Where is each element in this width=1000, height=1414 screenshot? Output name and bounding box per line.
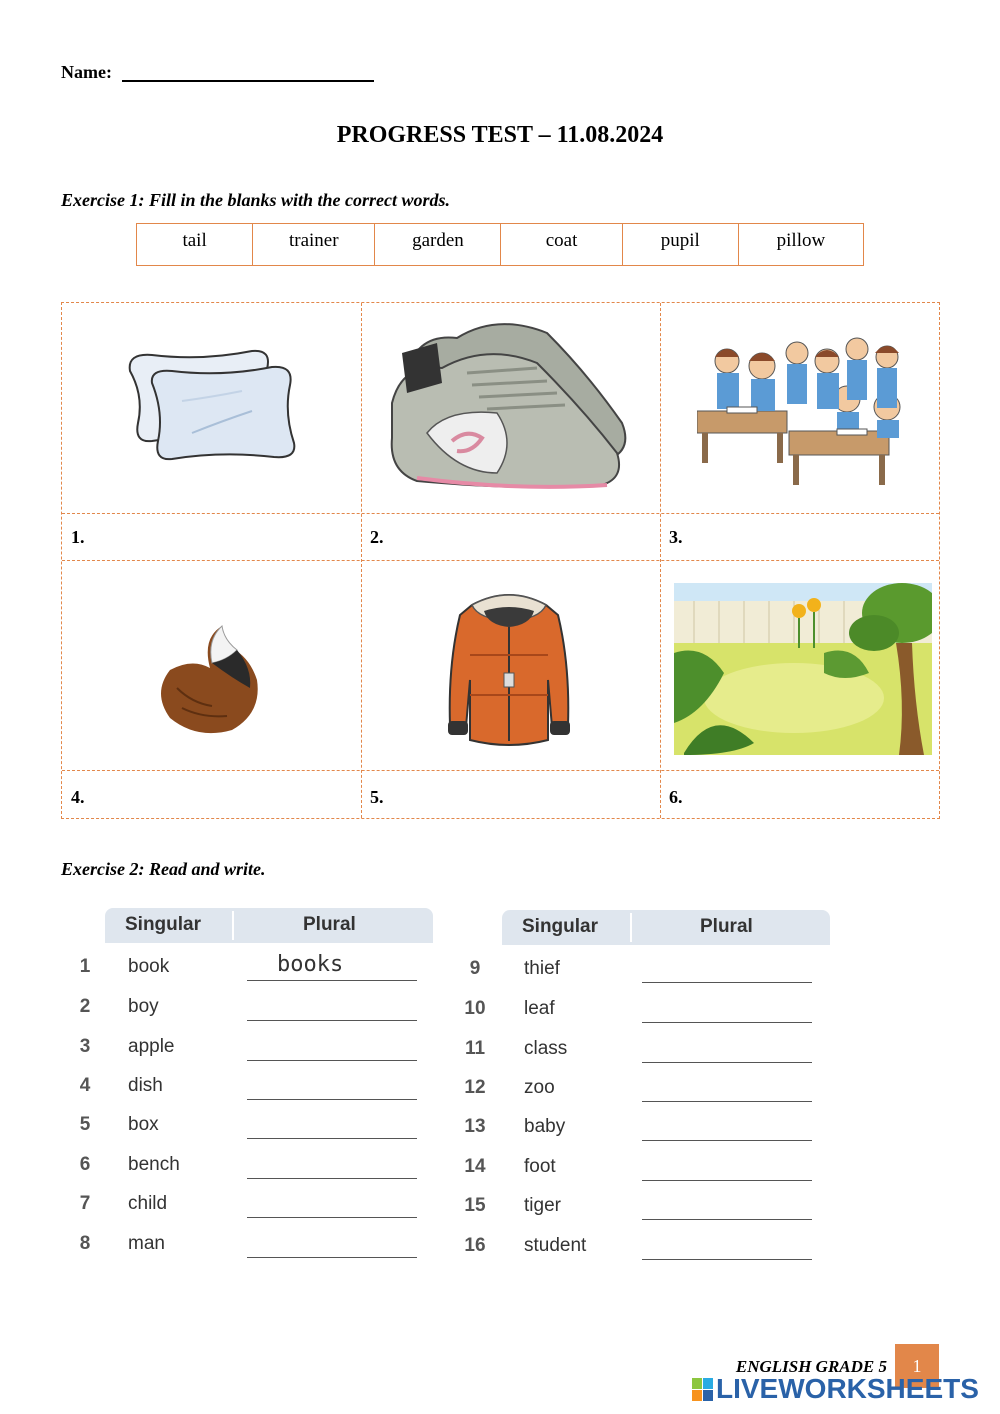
word-bank — [136, 223, 864, 266]
word-bank-item: pupil — [623, 224, 739, 265]
table-row: 7 child — [72, 1193, 432, 1223]
table-row: 8 man — [72, 1233, 432, 1263]
answer-field-1[interactable] — [102, 521, 342, 551]
table-row: 1 book books — [72, 956, 432, 986]
answer-field-5[interactable] — [401, 779, 641, 809]
answer-field-3[interactable] — [700, 521, 920, 551]
plural-field[interactable] — [642, 1140, 812, 1141]
logo-icon — [692, 1378, 714, 1402]
answer-field-2[interactable] — [401, 521, 641, 551]
plural-field[interactable] — [642, 1219, 812, 1220]
plural-field[interactable] — [642, 1062, 812, 1063]
plural-header: Plural — [303, 914, 356, 935]
plural-field[interactable] — [247, 1099, 417, 1100]
item-number: 3. — [669, 527, 683, 547]
word-bank-item: tail — [137, 224, 253, 265]
coat-picture — [440, 585, 578, 750]
item-number: 5. — [370, 787, 384, 807]
page-number: 1 — [895, 1344, 939, 1388]
answer-text: books — [277, 952, 344, 977]
word-bank-item: trainer — [253, 224, 375, 265]
table-row: 11 class — [462, 1038, 822, 1068]
word-bank-item: pillow — [776, 230, 826, 251]
plural-field[interactable] — [247, 1257, 417, 1258]
plural-field[interactable] — [642, 1259, 812, 1260]
garden-picture — [674, 583, 932, 755]
plural-field[interactable] — [642, 982, 812, 983]
word-bank-item: garden — [375, 224, 501, 265]
picture-grid — [61, 302, 940, 819]
table-row: 13 baby — [462, 1116, 822, 1146]
name-label: Name: — [61, 62, 112, 82]
table-row: 9 thief — [462, 958, 822, 988]
table-row: 16 student — [462, 1235, 822, 1265]
plural-table-left — [72, 908, 434, 1258]
table-row: 14 foot — [462, 1156, 822, 1186]
table-header — [502, 910, 830, 945]
pupils-picture — [697, 331, 909, 489]
table-row: 10 leaf — [462, 998, 822, 1028]
item-number: 2. — [370, 527, 384, 547]
answer-field-6[interactable] — [700, 779, 920, 809]
plural-field[interactable] — [247, 1217, 417, 1218]
table-row: 2 boy — [72, 996, 432, 1026]
item-number: 6. — [669, 787, 683, 807]
grade-label: ENGLISH GRADE 5 — [735, 1357, 887, 1376]
page-title: PROGRESS TEST – 11.08.2024 — [336, 122, 664, 148]
brand-name: LIVEWORKSHEETS — [716, 1373, 979, 1404]
plural-field[interactable] — [247, 1178, 417, 1179]
table-row: 5 box — [72, 1114, 432, 1144]
pillow-picture — [122, 341, 302, 466]
table-header — [105, 908, 433, 943]
table-row: 6 bench — [72, 1154, 432, 1184]
word-bank-item: coat — [501, 224, 622, 265]
plural-field[interactable] — [247, 1138, 417, 1139]
singular-header: Singular — [125, 914, 202, 935]
plural-table-right — [462, 910, 832, 1260]
plural-field[interactable] — [642, 1180, 812, 1181]
table-row: 12 zoo — [462, 1077, 822, 1107]
plural-field[interactable] — [642, 1101, 812, 1102]
trainer-picture — [387, 313, 632, 495]
plural-field[interactable] — [642, 1022, 812, 1023]
exercise2-heading: Exercise 2: Read and write. — [61, 859, 266, 879]
plural-field[interactable] — [247, 1060, 417, 1061]
table-row: 4 dish — [72, 1075, 432, 1105]
answer-field-4[interactable] — [102, 779, 342, 809]
plural-field[interactable] — [247, 1020, 417, 1021]
item-number: 4. — [71, 787, 85, 807]
table-row: 15 tiger — [462, 1195, 822, 1225]
exercise1-heading: Exercise 1: Fill in the blanks with the correct words. — [61, 190, 451, 210]
table-row: 3 apple — [72, 1036, 432, 1066]
plural-field[interactable] — [247, 980, 417, 981]
liveworksheets-logo — [692, 1374, 988, 1404]
name-field[interactable] — [122, 80, 374, 82]
item-number: 1. — [71, 527, 85, 547]
plural-header: Plural — [700, 916, 753, 937]
singular-header: Singular — [522, 916, 599, 937]
tail-picture — [152, 618, 267, 743]
